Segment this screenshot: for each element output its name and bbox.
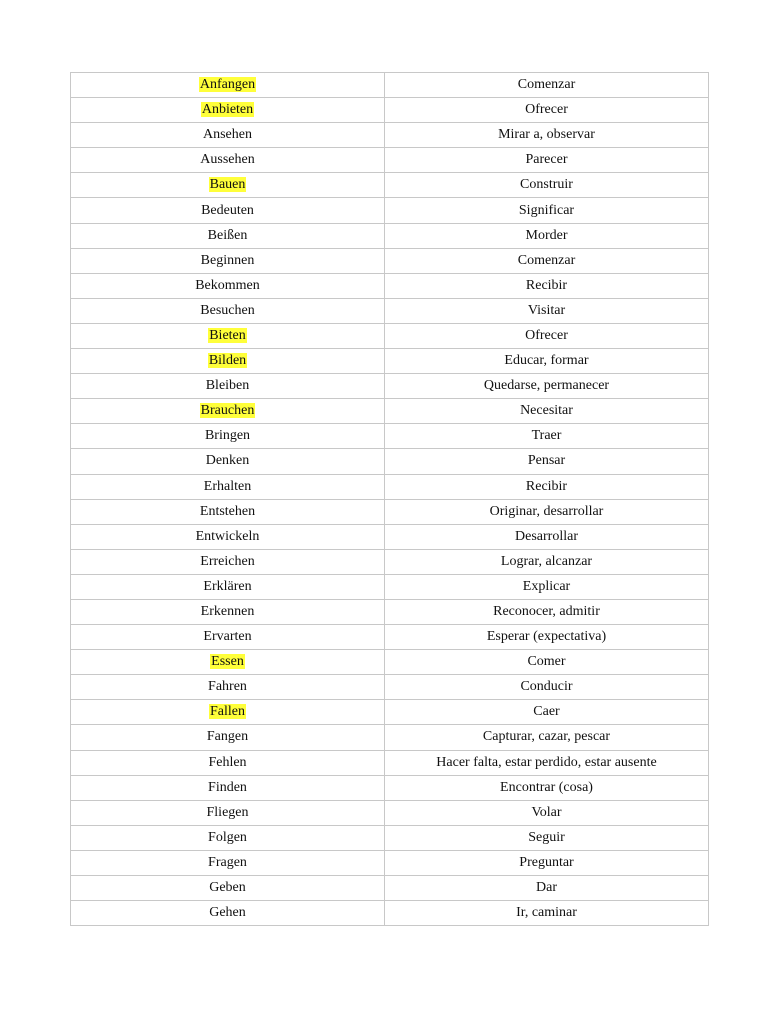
german-verb: Bilden	[208, 353, 247, 369]
german-verb: Folgen	[208, 829, 247, 845]
table-row	[71, 123, 709, 148]
table-row	[71, 750, 709, 775]
table-row	[71, 223, 709, 248]
german-verb-cell	[71, 323, 385, 348]
spanish-translation-cell	[385, 775, 709, 800]
spanish-translation-cell	[385, 73, 709, 98]
german-verb-cell	[71, 349, 385, 374]
table-row	[71, 349, 709, 374]
german-verb: Bieten	[209, 327, 246, 343]
german-verb-cell	[71, 148, 385, 173]
spanish-translation-cell	[385, 675, 709, 700]
spanish-translation: Pensar	[527, 453, 566, 469]
vocabulary-table	[70, 72, 709, 926]
spanish-translation-cell	[385, 449, 709, 474]
german-verb-cell	[71, 800, 385, 825]
german-verb: Gehen	[209, 905, 246, 921]
table-row	[71, 273, 709, 298]
table-row	[71, 675, 709, 700]
spanish-translation-cell	[385, 474, 709, 499]
spanish-translation: Quedarse, permanecer	[483, 378, 610, 394]
table-row	[71, 499, 709, 524]
table-row	[71, 399, 709, 424]
german-verb-cell	[71, 901, 385, 926]
german-verb: Fahren	[208, 679, 247, 695]
spanish-translation: Construir	[520, 177, 573, 193]
spanish-translation-cell	[385, 173, 709, 198]
spanish-translation: Originar, desarrollar	[489, 503, 604, 519]
table-row	[71, 725, 709, 750]
spanish-translation: Encontrar (cosa)	[500, 779, 593, 795]
spanish-translation-cell	[385, 424, 709, 449]
german-verb-cell	[71, 399, 385, 424]
spanish-translation: Recibir	[525, 277, 568, 293]
spanish-translation: Mirar a, observar	[498, 127, 595, 143]
table-row	[71, 73, 709, 98]
german-verb-cell	[71, 524, 385, 549]
table-row	[71, 524, 709, 549]
spanish-translation-cell	[385, 700, 709, 725]
spanish-translation-cell	[385, 123, 709, 148]
spanish-translation-cell	[385, 825, 709, 850]
german-verb-cell	[71, 825, 385, 850]
spanish-translation-cell	[385, 298, 709, 323]
german-verb-cell	[71, 625, 385, 650]
spanish-translation-cell	[385, 574, 709, 599]
spanish-translation: Capturar, cazar, pescar	[482, 729, 611, 745]
german-verb-cell	[71, 374, 385, 399]
spanish-translation: Caer	[533, 704, 560, 720]
table-row	[71, 323, 709, 348]
german-verb-cell	[71, 650, 385, 675]
german-verb: Beginnen	[200, 252, 255, 268]
spanish-translation: Hacer falta, estar perdido, estar ausente	[436, 754, 657, 770]
spanish-translation: Traer	[531, 428, 562, 444]
german-verb-cell	[71, 474, 385, 499]
table-row	[71, 474, 709, 499]
spanish-translation: Volar	[531, 804, 562, 820]
spanish-translation: Ir, caminar	[516, 905, 577, 921]
spanish-translation-cell	[385, 374, 709, 399]
german-verb-cell	[71, 725, 385, 750]
german-verb: Beißen	[207, 227, 248, 243]
german-verb: Erreichen	[200, 553, 255, 569]
spanish-translation-cell	[385, 599, 709, 624]
spanish-translation-cell	[385, 901, 709, 926]
spanish-translation: Lograr, alcanzar	[500, 553, 593, 569]
spanish-translation-cell	[385, 725, 709, 750]
spanish-translation: Morder	[525, 227, 568, 243]
german-verb-cell	[71, 700, 385, 725]
german-verb-cell	[71, 173, 385, 198]
spanish-translation-cell	[385, 850, 709, 875]
spanish-translation-cell	[385, 223, 709, 248]
table-row	[71, 625, 709, 650]
german-verb: Fangen	[206, 729, 249, 745]
spanish-translation: Reconocer, admitir	[493, 604, 600, 620]
table-row	[71, 825, 709, 850]
spanish-translation: Educar, formar	[504, 353, 589, 369]
spanish-translation-cell	[385, 499, 709, 524]
spanish-translation: Visitar	[527, 302, 566, 318]
german-verb-cell	[71, 223, 385, 248]
table-row	[71, 424, 709, 449]
spanish-translation: Parecer	[525, 152, 568, 168]
table-row	[71, 374, 709, 399]
spanish-translation-cell	[385, 524, 709, 549]
spanish-translation-cell	[385, 248, 709, 273]
spanish-translation-cell	[385, 800, 709, 825]
german-verb-cell	[71, 198, 385, 223]
german-verb: Anbieten	[201, 102, 254, 118]
table-row	[71, 650, 709, 675]
german-verb: Erklären	[203, 578, 252, 594]
spanish-translation-cell	[385, 323, 709, 348]
german-verb: Fragen	[208, 854, 247, 870]
spanish-translation: Comer	[527, 654, 566, 670]
german-verb-cell	[71, 449, 385, 474]
vocabulary-table-body	[71, 73, 709, 926]
german-verb-cell	[71, 123, 385, 148]
german-verb-cell	[71, 775, 385, 800]
german-verb: Erhalten	[203, 478, 252, 494]
german-verb: Bekommen	[195, 277, 260, 293]
german-verb-cell	[71, 876, 385, 901]
german-verb-cell	[71, 73, 385, 98]
spanish-translation: Significar	[518, 202, 575, 218]
table-row	[71, 549, 709, 574]
german-verb-cell	[71, 298, 385, 323]
german-verb: Fehlen	[208, 754, 247, 770]
german-verb-cell	[71, 850, 385, 875]
german-verb: Fliegen	[206, 804, 249, 820]
spanish-translation-cell	[385, 148, 709, 173]
german-verb-cell	[71, 424, 385, 449]
table-row	[71, 599, 709, 624]
german-verb-cell	[71, 675, 385, 700]
german-verb: Ansehen	[203, 127, 252, 143]
table-row	[71, 248, 709, 273]
table-row	[71, 850, 709, 875]
spanish-translation: Explicar	[522, 578, 571, 594]
german-verb: Besuchen	[200, 302, 255, 318]
spanish-translation: Recibir	[525, 478, 568, 494]
spanish-translation-cell	[385, 750, 709, 775]
german-verb: Essen	[211, 654, 244, 670]
spanish-translation: Preguntar	[519, 854, 574, 870]
german-verb: Bringen	[204, 428, 251, 444]
spanish-translation: Comenzar	[517, 252, 576, 268]
german-verb-cell	[71, 248, 385, 273]
spanish-translation-cell	[385, 650, 709, 675]
german-verb-cell	[71, 549, 385, 574]
spanish-translation: Seguir	[528, 829, 565, 845]
table-row	[71, 198, 709, 223]
german-verb-cell	[71, 273, 385, 298]
german-verb: Denken	[205, 453, 250, 469]
spanish-translation: Ofrecer	[525, 327, 568, 343]
table-row	[71, 901, 709, 926]
table-row	[71, 449, 709, 474]
german-verb: Ervarten	[203, 629, 252, 645]
spanish-translation-cell	[385, 399, 709, 424]
table-row	[71, 98, 709, 123]
german-verb: Aussehen	[200, 152, 255, 168]
spanish-translation-cell	[385, 273, 709, 298]
german-verb: Finden	[208, 779, 247, 795]
german-verb: Bleiben	[205, 378, 250, 394]
spanish-translation: Ofrecer	[525, 102, 568, 118]
table-row	[71, 700, 709, 725]
spanish-translation: Desarrollar	[515, 528, 578, 544]
german-verb: Fallen	[210, 704, 245, 720]
table-row	[71, 800, 709, 825]
german-verb: Brauchen	[200, 403, 255, 419]
spanish-translation: Comenzar	[517, 77, 576, 93]
table-row	[71, 173, 709, 198]
german-verb: Entstehen	[199, 503, 256, 519]
german-verb: Geben	[209, 880, 246, 896]
spanish-translation-cell	[385, 876, 709, 901]
spanish-translation-cell	[385, 198, 709, 223]
german-verb-cell	[71, 499, 385, 524]
table-row	[71, 775, 709, 800]
table-row	[71, 298, 709, 323]
table-row	[71, 148, 709, 173]
spanish-translation-cell	[385, 349, 709, 374]
german-verb: Entwickeln	[195, 528, 260, 544]
german-verb: Erkennen	[200, 604, 255, 620]
german-verb-cell	[71, 574, 385, 599]
spanish-translation: Dar	[536, 880, 557, 896]
german-verb: Bedeuten	[201, 202, 254, 218]
spanish-translation-cell	[385, 98, 709, 123]
table-row	[71, 876, 709, 901]
german-verb: Bauen	[209, 177, 246, 193]
german-verb: Anfangen	[199, 77, 256, 93]
spanish-translation-cell	[385, 549, 709, 574]
spanish-translation: Necesitar	[520, 403, 573, 419]
spanish-translation-cell	[385, 625, 709, 650]
german-verb-cell	[71, 98, 385, 123]
spanish-translation: Conducir	[520, 679, 573, 695]
german-verb-cell	[71, 750, 385, 775]
table-row	[71, 574, 709, 599]
spanish-translation: Esperar (expectativa)	[486, 629, 607, 645]
german-verb-cell	[71, 599, 385, 624]
